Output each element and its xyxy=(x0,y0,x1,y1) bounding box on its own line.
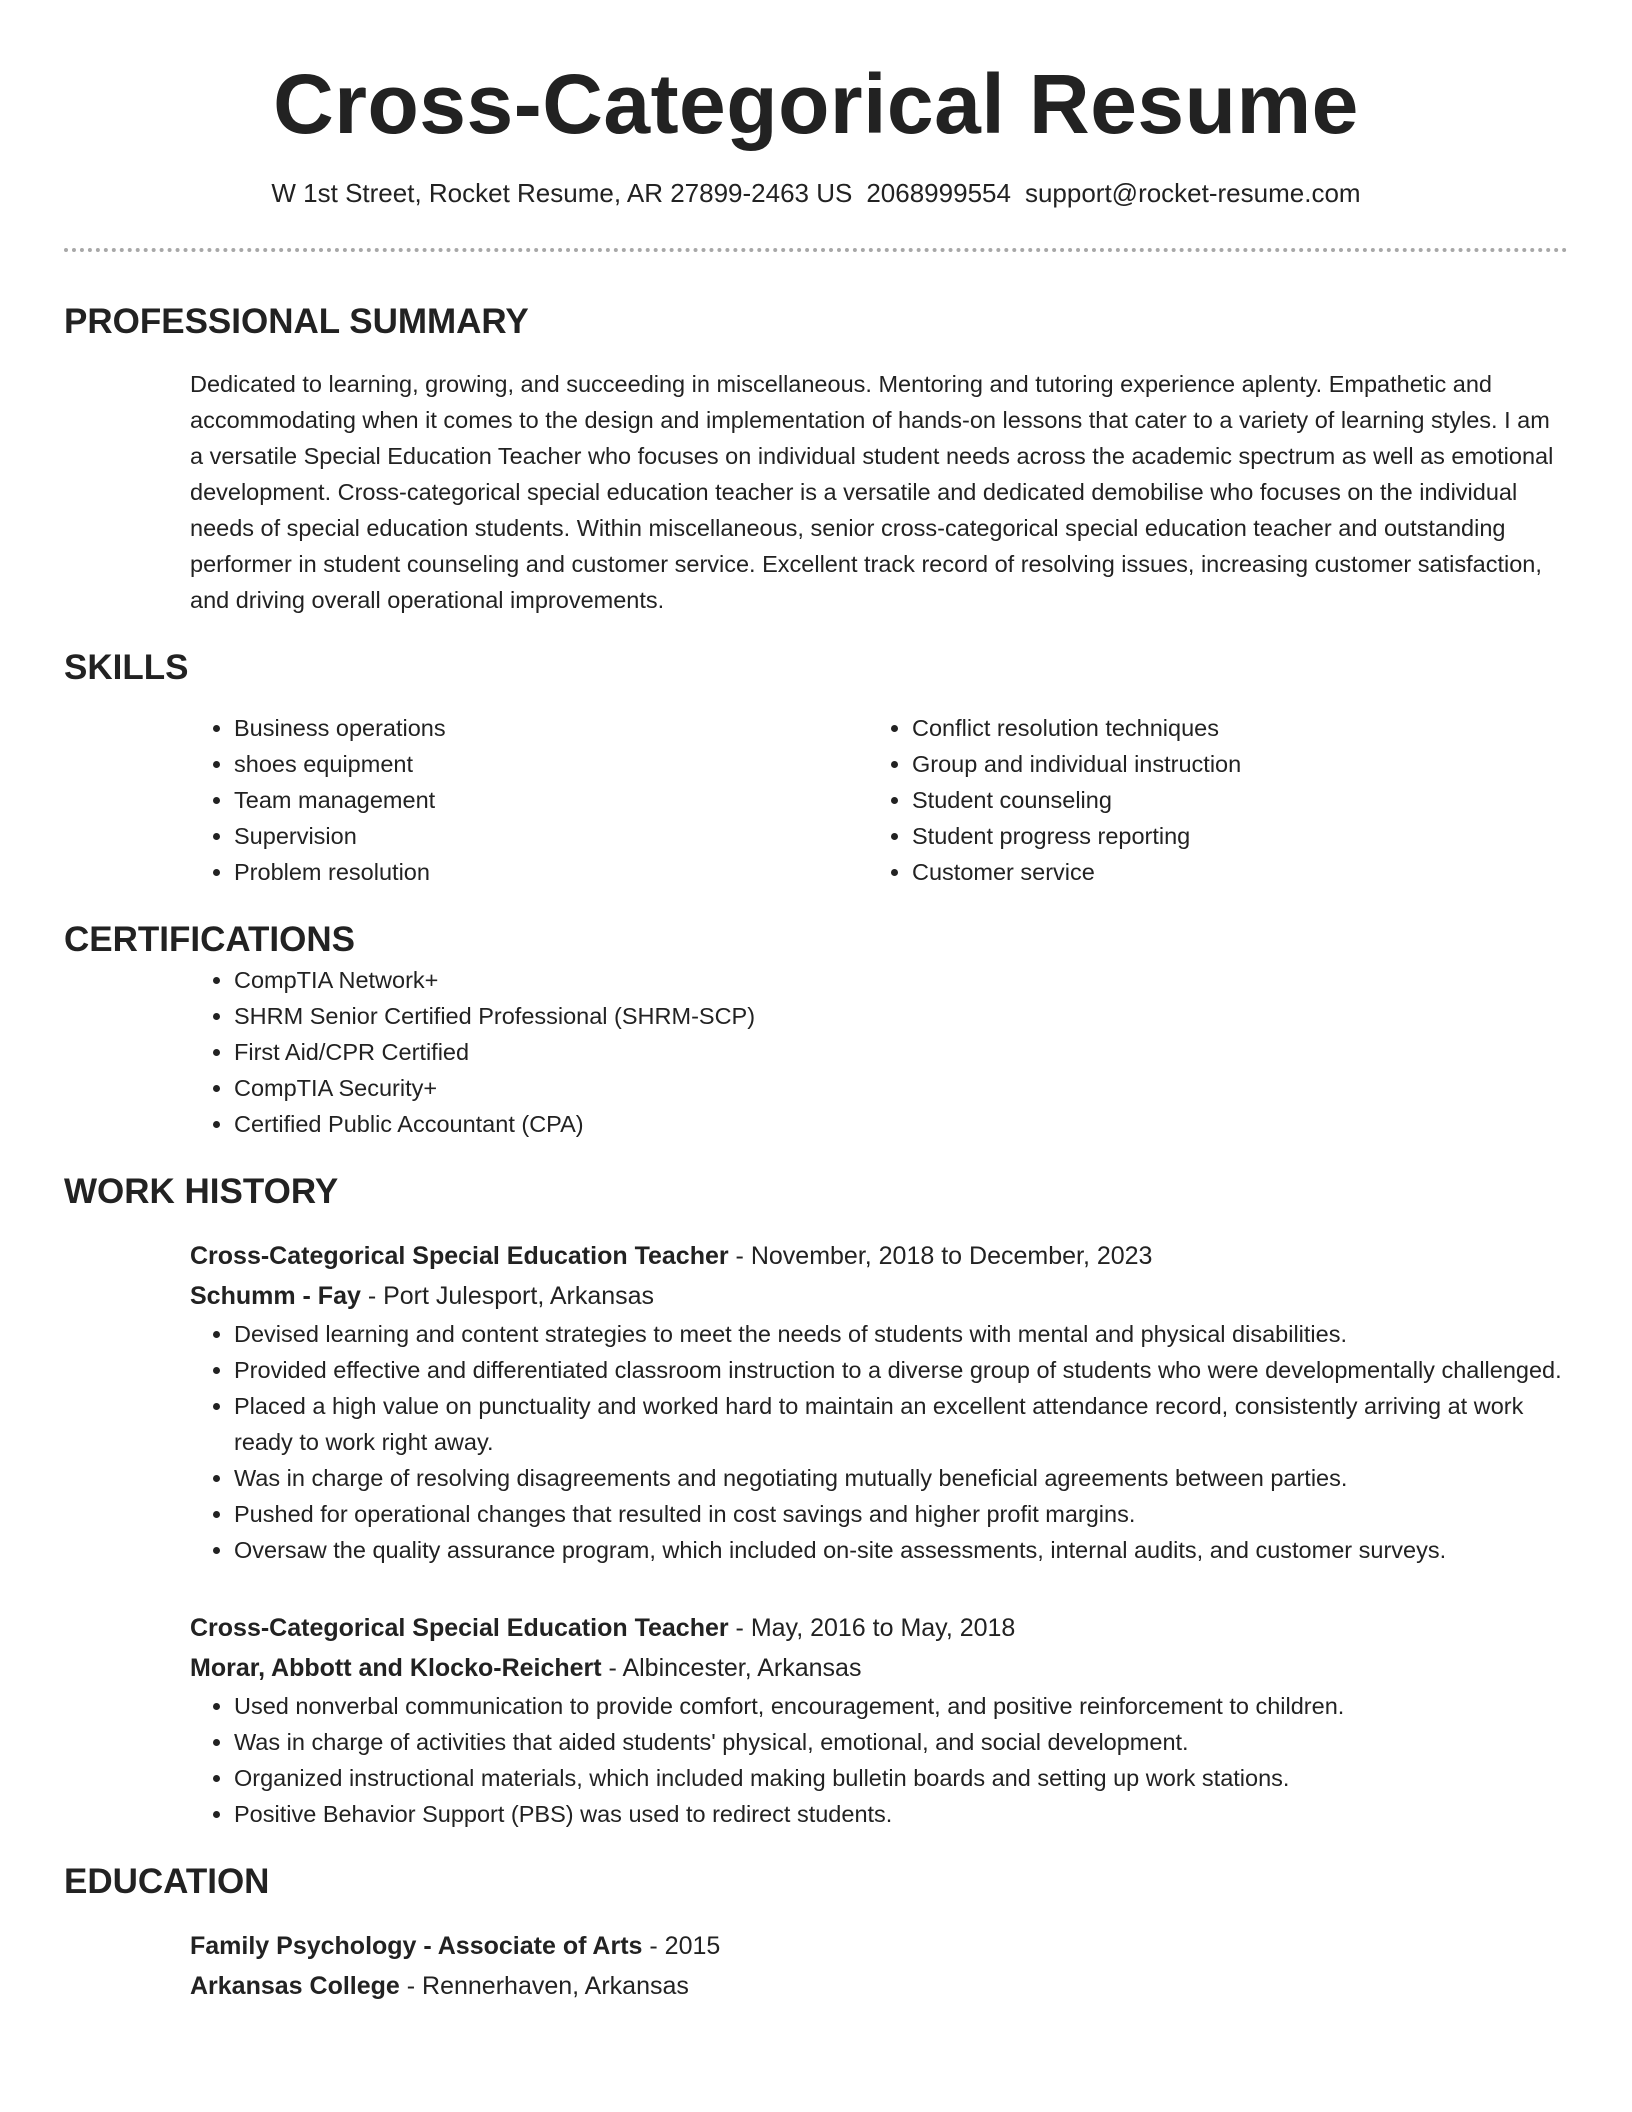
contact-address: W 1st Street, Rocket Resume, AR 27899-2463 US xyxy=(271,178,853,208)
skill-item: • Team management xyxy=(234,782,868,818)
section-title-skills: SKILLS xyxy=(64,648,189,687)
certifications-list xyxy=(190,962,1568,1142)
certification-item: • CompTIA Network+ xyxy=(234,962,1568,998)
skill-item: • Supervision xyxy=(234,818,868,854)
skill-item: • Business operations xyxy=(234,710,868,746)
resume-title: Cross-Categorical Resume xyxy=(273,57,1359,151)
education-year: - 2015 xyxy=(642,1932,721,1960)
contact-phone: 2068999554 xyxy=(866,178,1011,208)
skill-item: • Customer service xyxy=(912,854,1568,890)
education-degree-line xyxy=(190,1926,1568,1966)
job-company-line xyxy=(190,1648,1568,1688)
job-duty: • Oversaw the quality assurance program, which included on-site assessments, internal audits, and customer surveys. xyxy=(234,1532,1568,1568)
job-entry xyxy=(190,1608,1568,1832)
job-duty: • Organized instructional materials, which included making bulletin boards and setting up work stations. xyxy=(234,1760,1568,1796)
job-duty: • Provided effective and differentiated classroom instruction to a diverse group of students who were developmentally challenged. xyxy=(234,1352,1568,1388)
education-school-line xyxy=(190,1966,1568,2006)
section-title-summary: PROFESSIONAL SUMMARY xyxy=(64,302,529,341)
job-company: Schumm - Fay xyxy=(190,1282,361,1310)
job-duty: • Was in charge of resolving disagreements and negotiating mutually beneficial agreements between parties. xyxy=(234,1460,1568,1496)
skill-item: • Conflict resolution techniques xyxy=(912,710,1568,746)
job-title-line xyxy=(190,1236,1568,1276)
skill-item: • Group and individual instruction xyxy=(912,746,1568,782)
job-location: - Albincester, Arkansas xyxy=(601,1654,862,1682)
section-title-education: EDUCATION xyxy=(64,1862,270,1901)
job-entry xyxy=(190,1236,1568,1568)
job-company: Morar, Abbott and Klocko-Reichert xyxy=(190,1654,602,1682)
job-dates: - May, 2016 to May, 2018 xyxy=(728,1614,1016,1642)
contact-email: support@rocket-resume.com xyxy=(1024,178,1361,208)
certification-item: • First Aid/CPR Certified xyxy=(234,1034,1568,1070)
certification-item: • Certified Public Accountant (CPA) xyxy=(234,1106,1568,1142)
section-title-work-history: WORK HISTORY xyxy=(64,1172,339,1211)
job-duties-list xyxy=(190,1688,1568,1832)
job-dates: - November, 2018 to December, 2023 xyxy=(728,1242,1153,1270)
job-duty: • Positive Behavior Support (PBS) was used to redirect students. xyxy=(234,1796,1568,1832)
skills-column-left xyxy=(190,710,868,890)
skill-item: • Problem resolution xyxy=(234,854,868,890)
education-location: - Rennerhaven, Arkansas xyxy=(399,1972,689,2000)
job-role: Cross-Categorical Special Education Teacher xyxy=(190,1614,729,1642)
skill-item: • Student progress reporting xyxy=(912,818,1568,854)
header-divider xyxy=(64,248,1568,252)
education-entry xyxy=(190,1926,1568,2006)
skill-item: • Student counseling xyxy=(912,782,1568,818)
certification-item: • CompTIA Security+ xyxy=(234,1070,1568,1106)
skills-column-right xyxy=(868,710,1568,890)
certification-item: • SHRM Senior Certified Professional (SHRM-SCP) xyxy=(234,998,1568,1034)
summary-text: Dedicated to learning, growing, and succeeding in miscellaneous. Mentoring and tutoring experience aplenty. Empathetic and accommodating when it comes to the design and implementation of hands-on lessons that cater to a variety of learning styles. I am a versatile Special Education Teacher who focuses on individual student needs across the academic spectrum as well as emotional development. Cross-categorical special education teacher is a versatile and dedicated demobilise who focuses on the individual needs of special education students. Within miscellaneous, senior cross-categorical special education teacher and outstanding performer in student counseling and customer service. Excellent track record of resolving issues, increasing customer satisfaction, and driving overall operational improvements. xyxy=(190,371,1554,613)
job-duty: • Placed a high value on punctuality and worked hard to maintain an excellent attendance record, consistently arriving at work ready to work right away. xyxy=(234,1388,1568,1460)
job-duty: • Pushed for operational changes that resulted in cost savings and higher profit margins. xyxy=(234,1496,1568,1532)
job-location: - Port Julesport, Arkansas xyxy=(360,1282,655,1310)
education-school: Arkansas College xyxy=(190,1972,400,2000)
job-duty: • Was in charge of activities that aided students' physical, emotional, and social development. xyxy=(234,1724,1568,1760)
job-role: Cross-Categorical Special Education Teacher xyxy=(190,1242,729,1270)
job-title-line xyxy=(190,1608,1568,1648)
job-company-line xyxy=(190,1276,1568,1316)
section-title-certifications: CERTIFICATIONS xyxy=(64,920,356,959)
job-duty: • Used nonverbal communication to provide comfort, encouragement, and positive reinforcement to children. xyxy=(234,1688,1568,1724)
contact-line xyxy=(64,176,1568,210)
skill-item: • shoes equipment xyxy=(234,746,868,782)
education-degree: Family Psychology - Associate of Arts xyxy=(190,1932,643,1960)
job-duty: • Devised learning and content strategies to meet the needs of students with mental and physical disabilities. xyxy=(234,1316,1568,1352)
job-duties-list xyxy=(190,1316,1568,1568)
skills-grid xyxy=(190,710,1568,890)
